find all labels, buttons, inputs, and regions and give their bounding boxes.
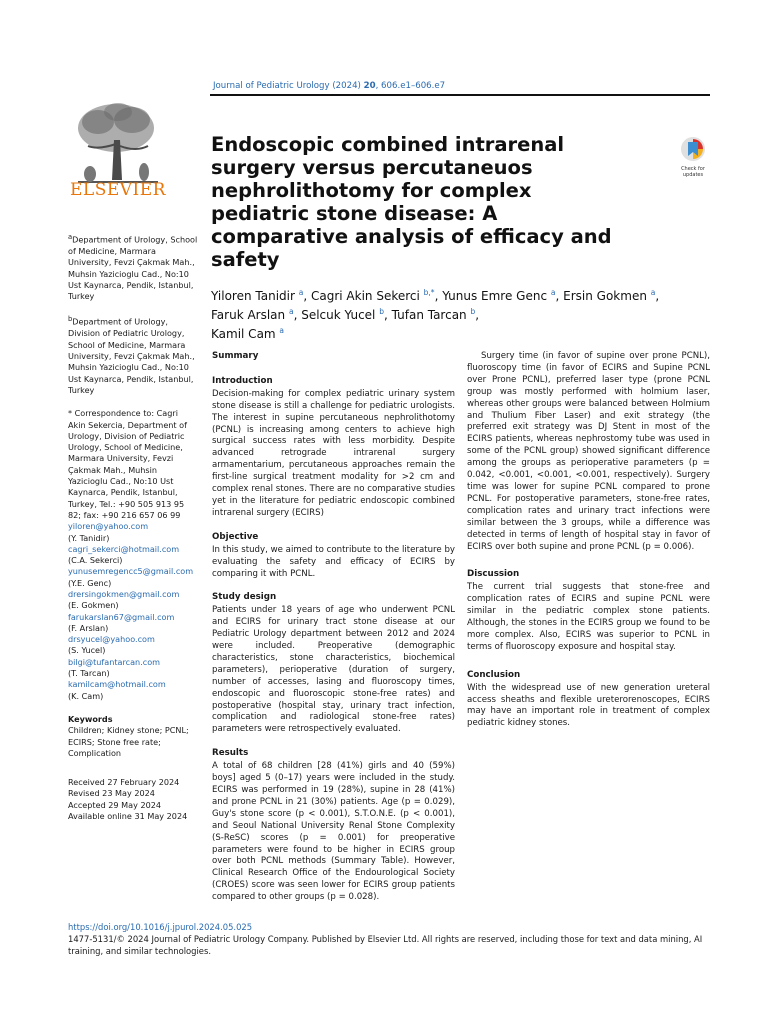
article-date: Available online 31 May 2024 (68, 811, 188, 822)
conclusion-heading: Conclusion (467, 669, 521, 680)
abstract-column-1 (212, 351, 455, 904)
article-title: Endoscopic combined intrarenal surgery versus percutaneuos nephrolithotomy for complex pediatric stone disease: A comparative analysis of efficacy and safety (211, 133, 612, 271)
email-owner: (C.A. Sekerci) (68, 555, 123, 566)
author-name: Yunus Emre Genc (442, 289, 551, 303)
journal-reference[interactable] (213, 81, 445, 91)
email-link[interactable]: drsyucel@yahoo.com (68, 634, 155, 645)
email-link[interactable]: kamilcam@hotmail.com (68, 679, 166, 690)
keywords (68, 714, 198, 759)
journal-volume: 20 (363, 81, 376, 91)
crossmark-icon (678, 136, 708, 162)
author-affiliation-mark[interactable]: a (550, 288, 556, 297)
summary-heading: Summary (212, 351, 259, 361)
results-heading: Results (212, 748, 249, 759)
affiliation-b: $^b$Department of Urology, Division of Pediatric Urology, School of Medicine, Marmara University, Fevzi Çakmak Mah., Muhsin Yazicioglu Cad., No:10 Ust Kaynarca, Pendik, Istanbul, Turkey (68, 315, 195, 395)
keywords-heading: Keywords (68, 713, 113, 724)
journal-name[interactable]: Journal of Pediatric Urology (213, 81, 330, 91)
author-name: Ersin Gokmen (563, 289, 651, 303)
footer (68, 921, 713, 957)
crossmark-line2: updates (682, 172, 704, 178)
correspondence: * Correspondence to: Cagri Akin Sekercia, Department of Urology, Division of Pediatric Urology, School of Medicine, Marmara University, Fevzi Çakmak Mah., Muhsin Yazicioglu Cad., No:10 Ust Kaynarca, Pendik, Istanbul, Turkey, Tel.: +90 505 913 95 82; fax: +90 216 657 06 99 (68, 408, 187, 520)
introduction-heading: Introduction (212, 375, 273, 386)
affiliation-a: $^a$Department of Urology, School of Medicine, Marmara University, Fevzi Çakmak Mah., Muhsin Yazicioglu Cad., No:10 Ust Kaynarca, Pendik, Istanbul, Turkey (68, 233, 198, 302)
author-affiliation-mark[interactable]: a (650, 288, 656, 297)
author-name: Cagri Akin Sekerci (310, 289, 424, 303)
email-owner: (K. Cam) (68, 690, 104, 701)
email-list (68, 521, 198, 702)
email-owner: (Y. Tanidir) (68, 532, 110, 543)
email-link[interactable]: bilgi@tufantarcan.com (68, 656, 161, 667)
author-affiliation-mark[interactable]: b (470, 307, 476, 316)
check-for-updates-badge[interactable] (678, 136, 708, 178)
keywords-text: Children; Kidney stone; PCNL; ECIRS; Stone free rate; Complication (68, 725, 189, 758)
results-text: A total of 68 children [28 (41%) girls and 40 (59%) boys] aged 5 (0–17) years were included in the study. ECIRS was performed in 19 (28%), supine in 28 (41%) and prone PCNL in 21 (30%) patients. Age (p = 0.029), Guy's stone score (p < 0.001), S.T.O.N.E. (p < 0.001), and Seoul National University Renal Stone Complexity (S-ReSC) scores (p = 0.001) for preoperative parameters were found to be higher in ECIRS group over both PCNL methods (Summary Table). However, Clinical Research Office of the Endourological Society (CROES) score was seen lower for ECIRS group patients compared to other groups (p = 0.028). (212, 761, 455, 903)
journal-year: (2024) (332, 81, 361, 91)
author-affiliation-mark[interactable]: b (379, 307, 384, 316)
copyright-notice: 1477-5131/© 2024 Journal of Pediatric Urology Company. Published by Elsevier Ltd. All rights are reserved, including those for text and data mining, AI training, and similar technologies. (68, 934, 703, 956)
study-design-text: Patients under 18 years of age who underwent PCNL and ECIRS for urinary tract stone disease at our Pediatric Urology department between 2012 and 2024 were included. Preoperative (demographic characteristics, stone characteristics, biochemical parameters), perioperative (duration of surgery, number of accesses, lasing and fluoroscopy times, endoscopic and fluoroscopic stone-free rates) and postoperative (hospital stay, urinary tract infection, complication and radiological stone-free rates) parameters were retrospectively evaluated. (212, 605, 455, 735)
email-owner: (S. Yucel) (68, 645, 106, 656)
discussion-text: The current trial suggests that stone-free and complication rates of ECIRS and supine PCNL were similar in the pediatric complex stone patients. Although, the stones in the ECIRS group we found to be more complex. Also, ECIRS was superior to PCNL in terms of fluoroscopy exposure and hospital stay. (467, 582, 710, 652)
author-name: Yiloren Tanidir (211, 289, 299, 303)
email-link[interactable]: cagri_sekerci@hotmail.com (68, 543, 180, 554)
email-owner: (E. Gokmen) (68, 600, 119, 611)
journal-pages: , 606.e1–606.e7 (375, 81, 446, 91)
author-name: Selcuk Yucel (301, 308, 380, 322)
article-date: Accepted 29 May 2024 (68, 799, 162, 810)
article-date: Revised 23 May 2024 (68, 788, 155, 799)
crossmark-line1: Check for (681, 166, 705, 172)
discussion-heading: Discussion (467, 569, 520, 580)
email-link[interactable]: yunusemregencc5@gmail.com (68, 566, 194, 577)
author-name: Tufan Tarcan (391, 308, 471, 322)
email-link[interactable]: farukarslan67@gmail.com (68, 611, 175, 622)
study-design-heading: Study design (212, 592, 277, 603)
author-affiliation-mark[interactable]: a (279, 326, 285, 335)
author-name: Faruk Arslan (211, 308, 289, 322)
author-name: Kamil Cam (211, 327, 280, 341)
introduction-text: Decision-making for complex pediatric urinary system stone disease is still a challenge for pediatric urologists. The interest in supine percutaneous nephrolithotomy (PCNL) is increasing among centers to achieve high surgical success rates with less morbidity. Despite advanced retrograde intrarenal surgery armamentarium, percutaneous approaches remain the first-line surgical treatment modality for >2 cm and complex renal stones. There are no comparative studies yet in the literature for pediatric endoscopic combined intrarenal surgery (ECIRS) (212, 388, 455, 518)
conclusion-text: With the widespread use of new generation ureteral access sheaths and flexible ureterorenoscopes, ECIRS may have an important role in treatment of complex pediatric kidney stones. (467, 682, 710, 729)
publisher-wordmark: ELSEVIER (70, 180, 166, 200)
header-rule (210, 94, 710, 96)
email-link[interactable]: drersingokmen@gmail.com (68, 588, 180, 599)
author-affiliation-mark[interactable]: a (288, 307, 294, 316)
article-date: Received 27 February 2024 (68, 777, 180, 788)
author-affiliation-mark[interactable]: b,* (423, 288, 435, 297)
email-link[interactable]: yiloren@yahoo.com (68, 521, 149, 532)
abstract-column-2 (467, 351, 710, 730)
article-dates (68, 777, 198, 822)
email-owner: (F. Arslan) (68, 622, 109, 633)
author-list: Yiloren Tanidir $^a$, Cagri Akin Sekerci $^{b,*}$, Yunus Emre Genc $^a$, Ersin Gokmen $^a$, Faruk Arslan $^a$, Selcuk Yucel $^b$, Tufan Tarcan $^b$, Kamil Cam $^a$ (211, 288, 660, 341)
objective-heading: Objective (212, 531, 259, 542)
author-affiliation-mark[interactable]: a (298, 288, 304, 297)
doi-link[interactable]: https://doi.org/10.1016/j.jpurol.2024.05.025 (68, 922, 253, 932)
results-text-continued: Surgery time (in favor of supine over prone PCNL), fluoroscopy time (in favor of ECIRS and Supine PCNL over Prone PCNL), preferred laser type (prone PCNL group was mostly performed with holmium laser, whereas other groups were balanced between Holmium and Thulium Fiber Laser) and exit strategy (the preferred exit strategy was DJ Stent in most of the ECIRS patients, whereas nephrostomy tube was used in some of the PCNL group) showed significant difference among the groups as perioperative parameters (p = 0.042, <0.001, <0.001, <0.001, respectively). Surgery time was lower for supine PCNL compared to prone PCNL. For postoperative parameters, stone-free rates, complication rates and urinary tract infections were similar between the 3 groups, while a difference was detected in terms of length of hospital stay in favor of ECIRS over both supine and prone PCNL (p = 0.006). (467, 351, 710, 552)
email-owner: (T. Tarcan) (68, 668, 110, 679)
sidebar (68, 232, 198, 822)
email-owner: (Y.E. Genc) (68, 577, 112, 588)
objective-text: In this study, we aimed to contribute to the literature by evaluating the safety and efficacy of ECIRS by comparing it with PCNL. (212, 544, 455, 579)
